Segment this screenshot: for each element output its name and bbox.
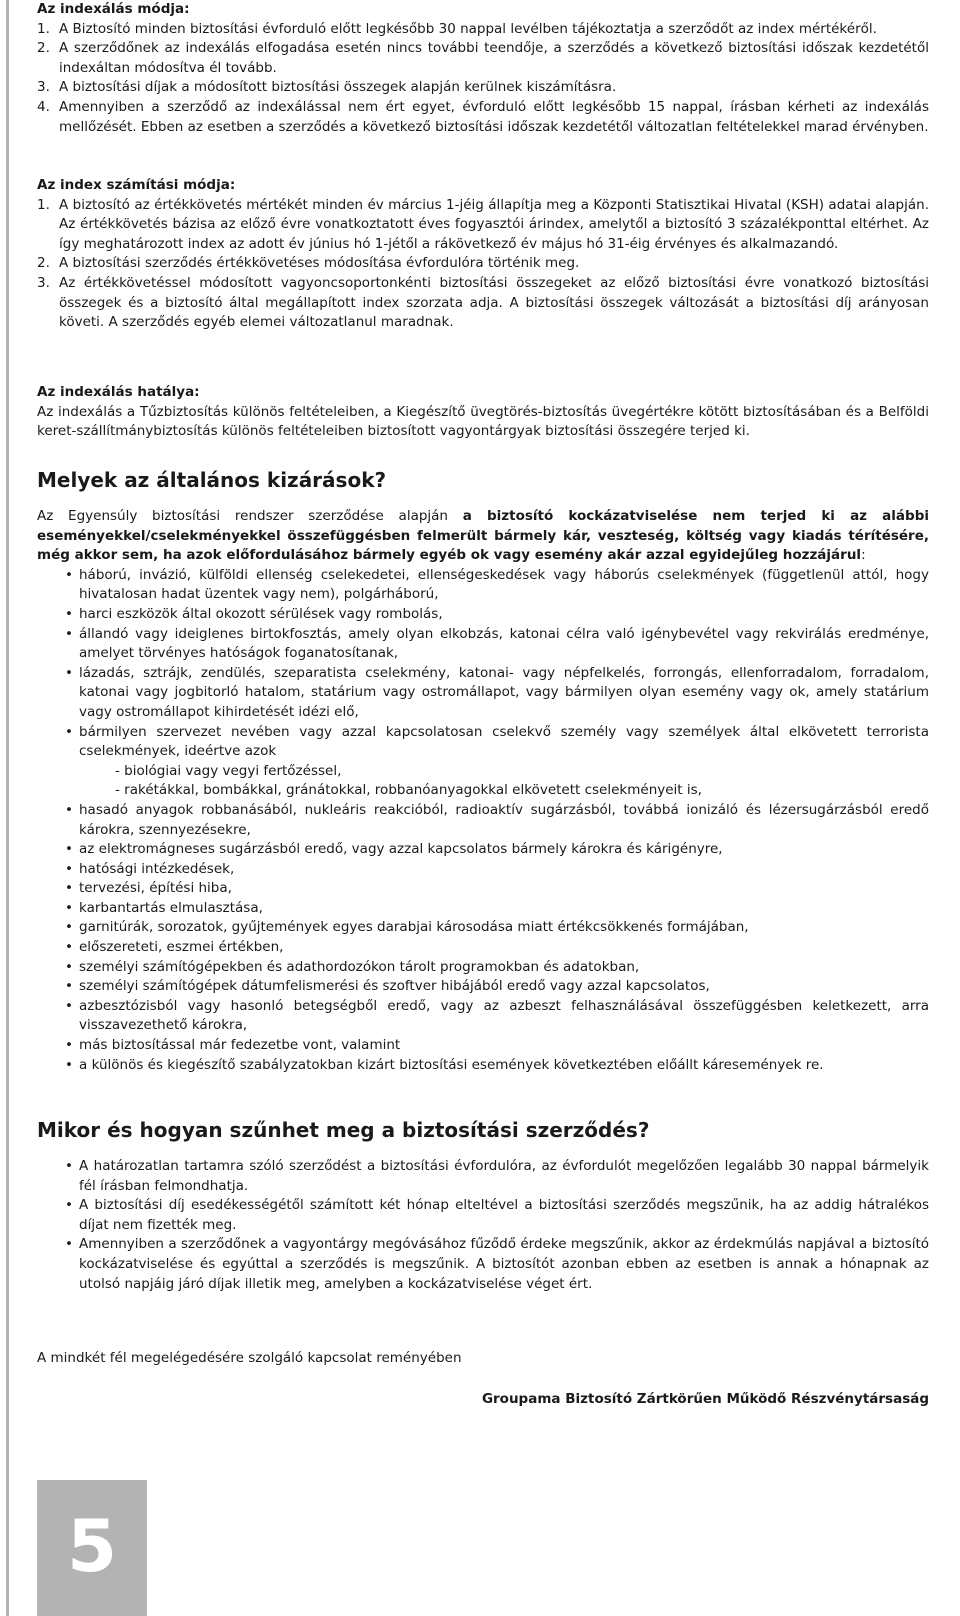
index-method-title: Az indexálás módja: bbox=[37, 1, 190, 17]
bullet-icon: • bbox=[65, 723, 73, 740]
company-name: Groupama Biztosító Zártkörűen Működő Részvénytársaság bbox=[481, 1391, 929, 1407]
bullet-icon: • bbox=[65, 997, 73, 1014]
list-item bbox=[37, 840, 929, 860]
list-item bbox=[37, 39, 929, 78]
termination-list bbox=[37, 1157, 929, 1294]
list-item bbox=[37, 860, 929, 880]
list-item bbox=[37, 98, 929, 137]
page-number-badge bbox=[37, 1480, 147, 1616]
item-number: 4. bbox=[37, 98, 50, 115]
item-text: A biztosítási díj esedékességétől számított két hónap elteltével a biztosítási szerződés megszűnik, ha az addig hátralékos díjat nem fizették meg. bbox=[79, 1197, 929, 1233]
bullet-icon: • bbox=[65, 899, 73, 916]
bullet-icon: • bbox=[65, 1056, 73, 1073]
list-item bbox=[37, 20, 929, 40]
bullet-icon: • bbox=[65, 860, 73, 877]
item-text: lázadás, sztrájk, zendülés, szeparatista cselekmény, katonai- vagy népfelkelés, forrongás, ellenforradalom, forradalom, katonai vagy jogbitorló hatalom, statárium vagy ostromállapot, vagy bármilyen olyan esemény vagy ok, amely statárium vagy ostromállapot kihirdetését idézi elő, bbox=[79, 664, 929, 720]
item-text: bármilyen szervezet nevében vagy azzal kapcsolatosan cselekvő személy vagy személyek által elkövetett terrorista cselekmények, ideértve azok bbox=[79, 723, 929, 760]
bullet-icon: • bbox=[65, 801, 73, 818]
sub-list-item: - rakétákkal, bombákkal, gránátokkal, robbanóanyagokkal elkövetett cselekményeit is, bbox=[115, 782, 702, 799]
list-item bbox=[37, 664, 929, 723]
left-margin-rule bbox=[6, 0, 9, 1616]
index-method-section bbox=[37, 0, 929, 137]
item-text: Amennyiben a szerződő az indexálással nem ért egyet, évforduló előtt legkésőbb 15 nappal, írásban kérheti az indexálás mellőzését. Ebben az esetben a szerződés a következő biztosítási időszak kezdetétől változatlan feltételekkel marad érvényben. bbox=[59, 98, 929, 135]
item-number: 3. bbox=[37, 274, 50, 291]
termination-section bbox=[37, 1117, 929, 1294]
index-method-list bbox=[37, 20, 929, 138]
item-number: 2. bbox=[37, 40, 50, 57]
list-item bbox=[37, 1056, 929, 1076]
item-text: A biztosító az értékkövetés mértékét minden év március 1-jéig állapítja meg a Központi Statisztikai Hivatal (KSH) adatai alapján. Az értékkövetés bázisa az előző évre vonatkoztatott éves fogyasztói árindex, amelytől a biztosító 3 százalékponttal eltérhet. Az így meghatározott index az adott év június hó 1-jétől a rákövetkező év május hó 31-éig érvényes és alkalmazandó. bbox=[59, 196, 929, 252]
index-effect-section bbox=[37, 383, 929, 442]
exclusions-list bbox=[37, 566, 929, 1075]
list-item bbox=[37, 625, 929, 664]
closing-signoff: A mindkét fél megelégedésére szolgáló kapcsolat reményében bbox=[37, 1350, 462, 1366]
item-text: a különös és kiegészítő szabályzatokban kizárt biztosítási események következtében előállt káresemények re. bbox=[79, 1056, 824, 1073]
list-item bbox=[37, 1157, 929, 1196]
item-text: személyi számítógépek dátumfelismerési és szoftver hibájából eredő vagy azzal kapcsolatos, bbox=[79, 978, 710, 995]
item-number: 2. bbox=[37, 255, 50, 272]
list-item bbox=[37, 196, 929, 255]
list-item bbox=[37, 938, 929, 958]
item-text: hasadó anyagok robbanásából, nukleáris reakcióból, radioaktív sugárzásból, továbbá ionizáló és lézersugárzásból eredő károkra, szennyezésekre, bbox=[79, 801, 929, 838]
item-text: A biztosítási szerződés értékkövetéses módosítása évfordulóra történik meg. bbox=[59, 255, 580, 272]
page-number: 5 bbox=[67, 1504, 118, 1588]
index-effect-text: Az indexálás a Tűzbiztosítás különös feltételeiben, a Kiegészítő üvegtörés-biztosítás üvegértékre kötött biztosításában és a Belföldi keret-szállítmánybiztosítás különös feltételeiben biztosított vagyontárgyak biztosítási összegére terjed ki. bbox=[37, 403, 929, 440]
item-text: A határozatlan tartamra szóló szerződést a biztosítási évfordulóra, az évfordulót megelőzően legalább 30 nappal bármelyik fél írásban felmondhatja. bbox=[79, 1158, 929, 1194]
list-item bbox=[37, 605, 929, 625]
item-number: 3. bbox=[37, 79, 50, 96]
item-text: más biztosítással már fedezetbe vont, valamint bbox=[79, 1037, 401, 1054]
list-item bbox=[37, 274, 929, 333]
list-item bbox=[37, 1235, 929, 1294]
list-item bbox=[37, 977, 929, 997]
exclusions-section bbox=[37, 467, 929, 1075]
list-item bbox=[37, 879, 929, 899]
list-item bbox=[37, 899, 929, 919]
bullet-icon: • bbox=[65, 958, 73, 975]
item-text: karbantartás elmulasztása, bbox=[79, 899, 263, 916]
list-item bbox=[37, 1036, 929, 1056]
item-text: Amennyiben a szerződőnek a vagyontárgy megóvásához fűződő érdeke megszűnik, akkor az érdekmúlás napjával a biztosító kockázatviselése és egyúttal a szerződés is megszűnik. A biztosítót azonban ebben az esetben is annak a hónapnak az utolsó napjáig járó díjak illetik meg, amelyben a kockázatviselése véget ért. bbox=[79, 1236, 929, 1292]
exclusions-intro bbox=[37, 507, 929, 566]
item-text: állandó vagy ideiglenes birtokfosztás, amely olyan elkobzás, katonai célra való igénybevétel vagy rekvirálás eredménye, amelyet törvényes hatóságok foganatosítanak, bbox=[79, 625, 929, 662]
bullet-icon: • bbox=[65, 566, 73, 583]
item-text: személyi számítógépekben és adathordozókon tárolt programokban és adatokban, bbox=[79, 958, 640, 975]
item-text: A szerződőnek az indexálás elfogadása esetén nincs további teendője, a szerződés a következő biztosítási időszak kezdetétől indexáltan módosítva él tovább. bbox=[59, 40, 929, 76]
list-item bbox=[37, 958, 929, 978]
bullet-icon: • bbox=[65, 978, 73, 995]
list-item bbox=[37, 997, 929, 1036]
terror-sublist bbox=[79, 762, 929, 801]
index-calc-section bbox=[37, 176, 929, 333]
item-text: az elektromágneses sugárzásból eredő, vagy azzal kapcsolatos bármely károkra és kárigényre, bbox=[79, 841, 723, 858]
item-text: harci eszközök által okozott sérülések vagy rombolás, bbox=[79, 605, 443, 622]
item-text: háború, invázió, külföldi ellenség cselekedetei, ellenségeskedések vagy háborús cselekmények (függetlenül attól, hogy hivatalosan hadat üzentek vagy nem), polgárháború, bbox=[79, 566, 929, 603]
bullet-icon: • bbox=[65, 880, 73, 897]
exclusions-intro-bold: a biztosító kockázatviselése nem terjed ki az alábbi eseményekkel/cselekményekkel összefüggésben felmerült bármely kár, veszteség, költség vagy kiadás térítésére, még akkor sem, ha azok előfordulásához bármely egyéb ok vagy esemény akár azzal egyidejűleg hozzájárul bbox=[37, 508, 929, 564]
item-number: 1. bbox=[37, 196, 50, 213]
bullet-icon: • bbox=[65, 664, 73, 681]
list-item bbox=[37, 254, 929, 274]
list-item bbox=[37, 801, 929, 840]
item-text: A biztosítási díjak a módosított biztosítási összegek alapján kerülnek kiszámításra. bbox=[59, 79, 617, 96]
exclusions-heading: Melyek az általános kizárások? bbox=[37, 468, 387, 492]
bullet-icon: • bbox=[65, 1236, 73, 1253]
list-item bbox=[37, 918, 929, 938]
index-calc-list bbox=[37, 196, 929, 333]
item-text: tervezési, építési hiba, bbox=[79, 880, 232, 897]
bullet-icon: • bbox=[65, 1037, 73, 1054]
list-item bbox=[37, 723, 929, 801]
item-text: előszereteti, eszmei értékben, bbox=[79, 939, 284, 956]
item-text: hatósági intézkedések, bbox=[79, 860, 235, 877]
index-effect-title: Az indexálás hatálya: bbox=[37, 384, 200, 400]
list-item bbox=[37, 566, 929, 605]
bullet-icon: • bbox=[65, 1197, 73, 1214]
exclusions-intro-plain: Az Egyensúly biztosítási rendszer szerződése alapján bbox=[37, 508, 463, 524]
item-text: Az értékkövetéssel módosított vagyoncsoportonkénti biztosítási összegeket az előző biztosítási évre vonatkozó biztosítási összegek és a biztosító által megállapított index szorzata adja. A biztosítási összegek változását a biztosítási díj arányosan követi. A szerződés egyéb elemei változatlanul maradnak. bbox=[59, 274, 929, 331]
bullet-icon: • bbox=[65, 1158, 73, 1174]
termination-heading: Mikor és hogyan szűnhet meg a biztosítási szerződés? bbox=[37, 1118, 650, 1142]
index-calc-title: Az index számítási módja: bbox=[37, 177, 236, 193]
list-item bbox=[37, 78, 929, 98]
item-text: azbesztózisból vagy hasonló betegségből eredő, vagy az azbeszt felhasználásával összefüggésben keletkezett, arra visszavezethető károkra, bbox=[79, 997, 929, 1034]
item-text: A Biztosító minden biztosítási évforduló előtt legkésőbb 30 nappal levélben tájékoztatja a szerződőt az index mértékéről. bbox=[59, 20, 877, 37]
bullet-icon: • bbox=[65, 605, 73, 622]
bullet-icon: • bbox=[65, 919, 73, 936]
bullet-icon: • bbox=[65, 939, 73, 956]
item-text: garnitúrák, sorozatok, gyűjtemények egyes darabjai károsodása miatt értékcsökkenés formájában, bbox=[79, 919, 749, 936]
list-item bbox=[37, 1196, 929, 1235]
bullet-icon: • bbox=[65, 841, 73, 858]
sub-list-item: - biológiai vagy vegyi fertőzéssel, bbox=[115, 762, 342, 779]
bullet-icon: • bbox=[65, 625, 73, 642]
exclusions-intro-end: : bbox=[861, 547, 866, 564]
item-number: 1. bbox=[37, 20, 50, 37]
